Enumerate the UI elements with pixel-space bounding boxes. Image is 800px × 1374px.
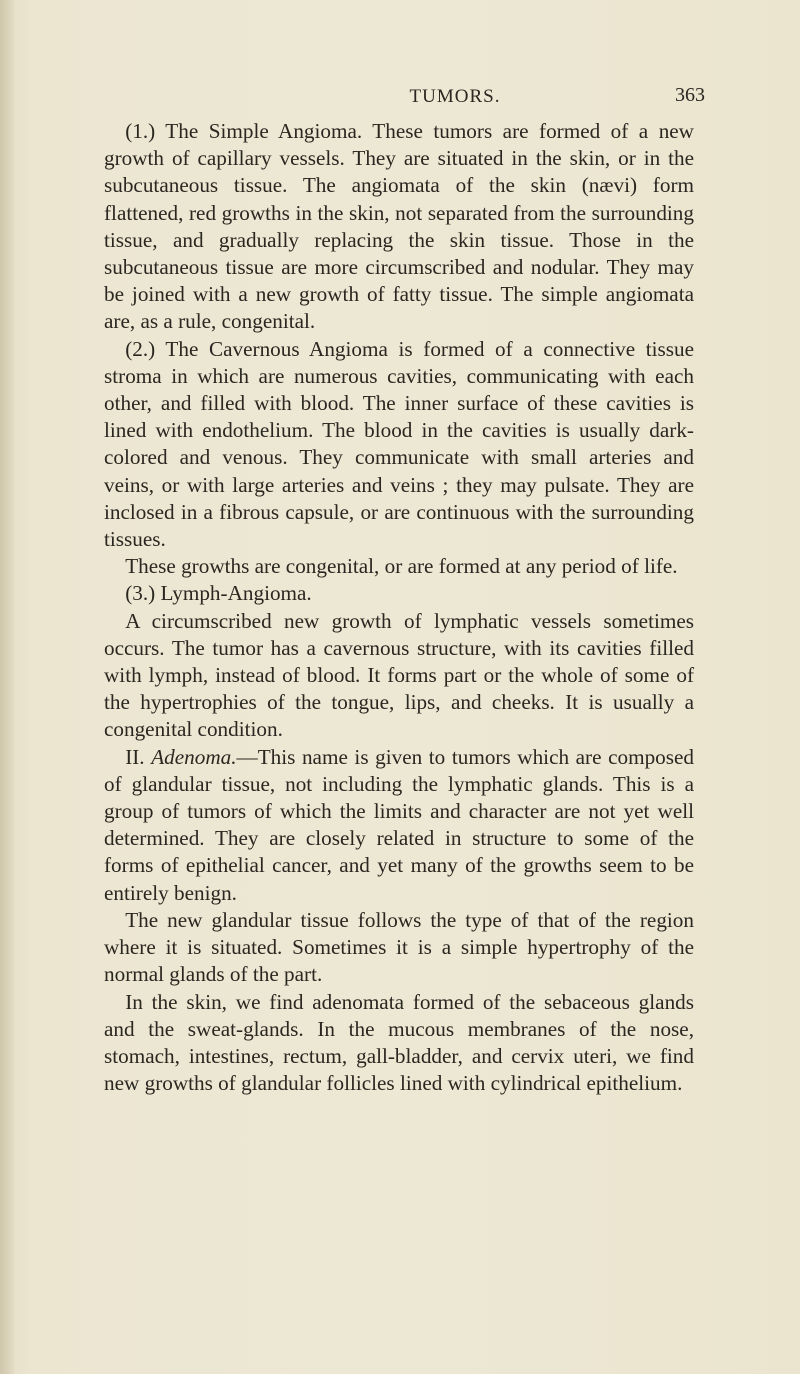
adenoma-numeral: II.: [125, 744, 145, 769]
paragraph-congenital-note: These growths are congenital, or are formed at any period of life.: [125, 554, 678, 579]
running-head: TUMORS.: [409, 86, 501, 107]
adenoma-definition: —This name is given to tumors which are composed of glandular tissue, not including the lymphatic glands. This is a group of tumors of which the limits and character are not yet well determined. They are closely related in structure to some of the forms of epithelial cancer, and yet many of the growths seem to be entirely benign.: [104, 744, 694, 905]
paragraph-glandular-tissue: The new glandular tissue follows the type of that of the region where it is situated. Sometimes it is a simple hypertrophy of the normal glands of the part.: [104, 907, 694, 987]
heading-lymph-angioma: (3.) Lymph-Angioma.: [125, 581, 312, 606]
paragraph-cavernous-angioma: (2.) The Cavernous Angioma is formed of a connective tissue stroma in which are numerous cavities, communicating with each other, and filled with blood. The inner surface of these cavities is lined with endothelium. The blood in the cavities is usually dark-colored and venous. They communicate with small arteries and veins, or with large arteries and veins ; they may pulsate. They are inclosed in a fibrous capsule, or are continuous with the surrounding tissues.: [104, 336, 694, 552]
body-text: [104, 118, 694, 1097]
page-number: 363: [675, 84, 705, 106]
paragraph-lymph-angioma: A circumscribed new growth of lymphatic vessels sometimes occurs. The tumor has a cavernous structure, with its cavities filled with lymph, instead of blood. It forms part or the whole of some of the hypertrophies of the tongue, lips, and cheeks. It is usually a congenital condition.: [104, 608, 694, 742]
paragraph-adenoma: [104, 744, 694, 907]
adenoma-term: Adenoma.: [151, 744, 237, 769]
paragraph-skin-adenomata: In the skin, we find adenomata formed of the sebaceous glands and the sweat-glands. In the mucous membranes of the nose, stomach, intestines, rectum, gall-bladder, and cervix uteri, we find new growths of glandular follicles lined with cylindrical epithelium.: [104, 989, 694, 1096]
spine-shadow: [0, 0, 14, 1374]
paragraph-simple-angioma: (1.) The Simple Angioma. These tumors are formed of a new growth of capillary vessels. They are situated in the skin, or in the subcutaneous tissue. The angiomata of the skin (nævi) form flattened, red growths in the skin, not separated from the surrounding tissue, and gradually replacing the skin tissue. Those in the subcutaneous tissue are more circumscribed and nodular. They may be joined with a new growth of fatty tissue. The simple angiomata are, as a rule, congenital.: [104, 119, 694, 334]
